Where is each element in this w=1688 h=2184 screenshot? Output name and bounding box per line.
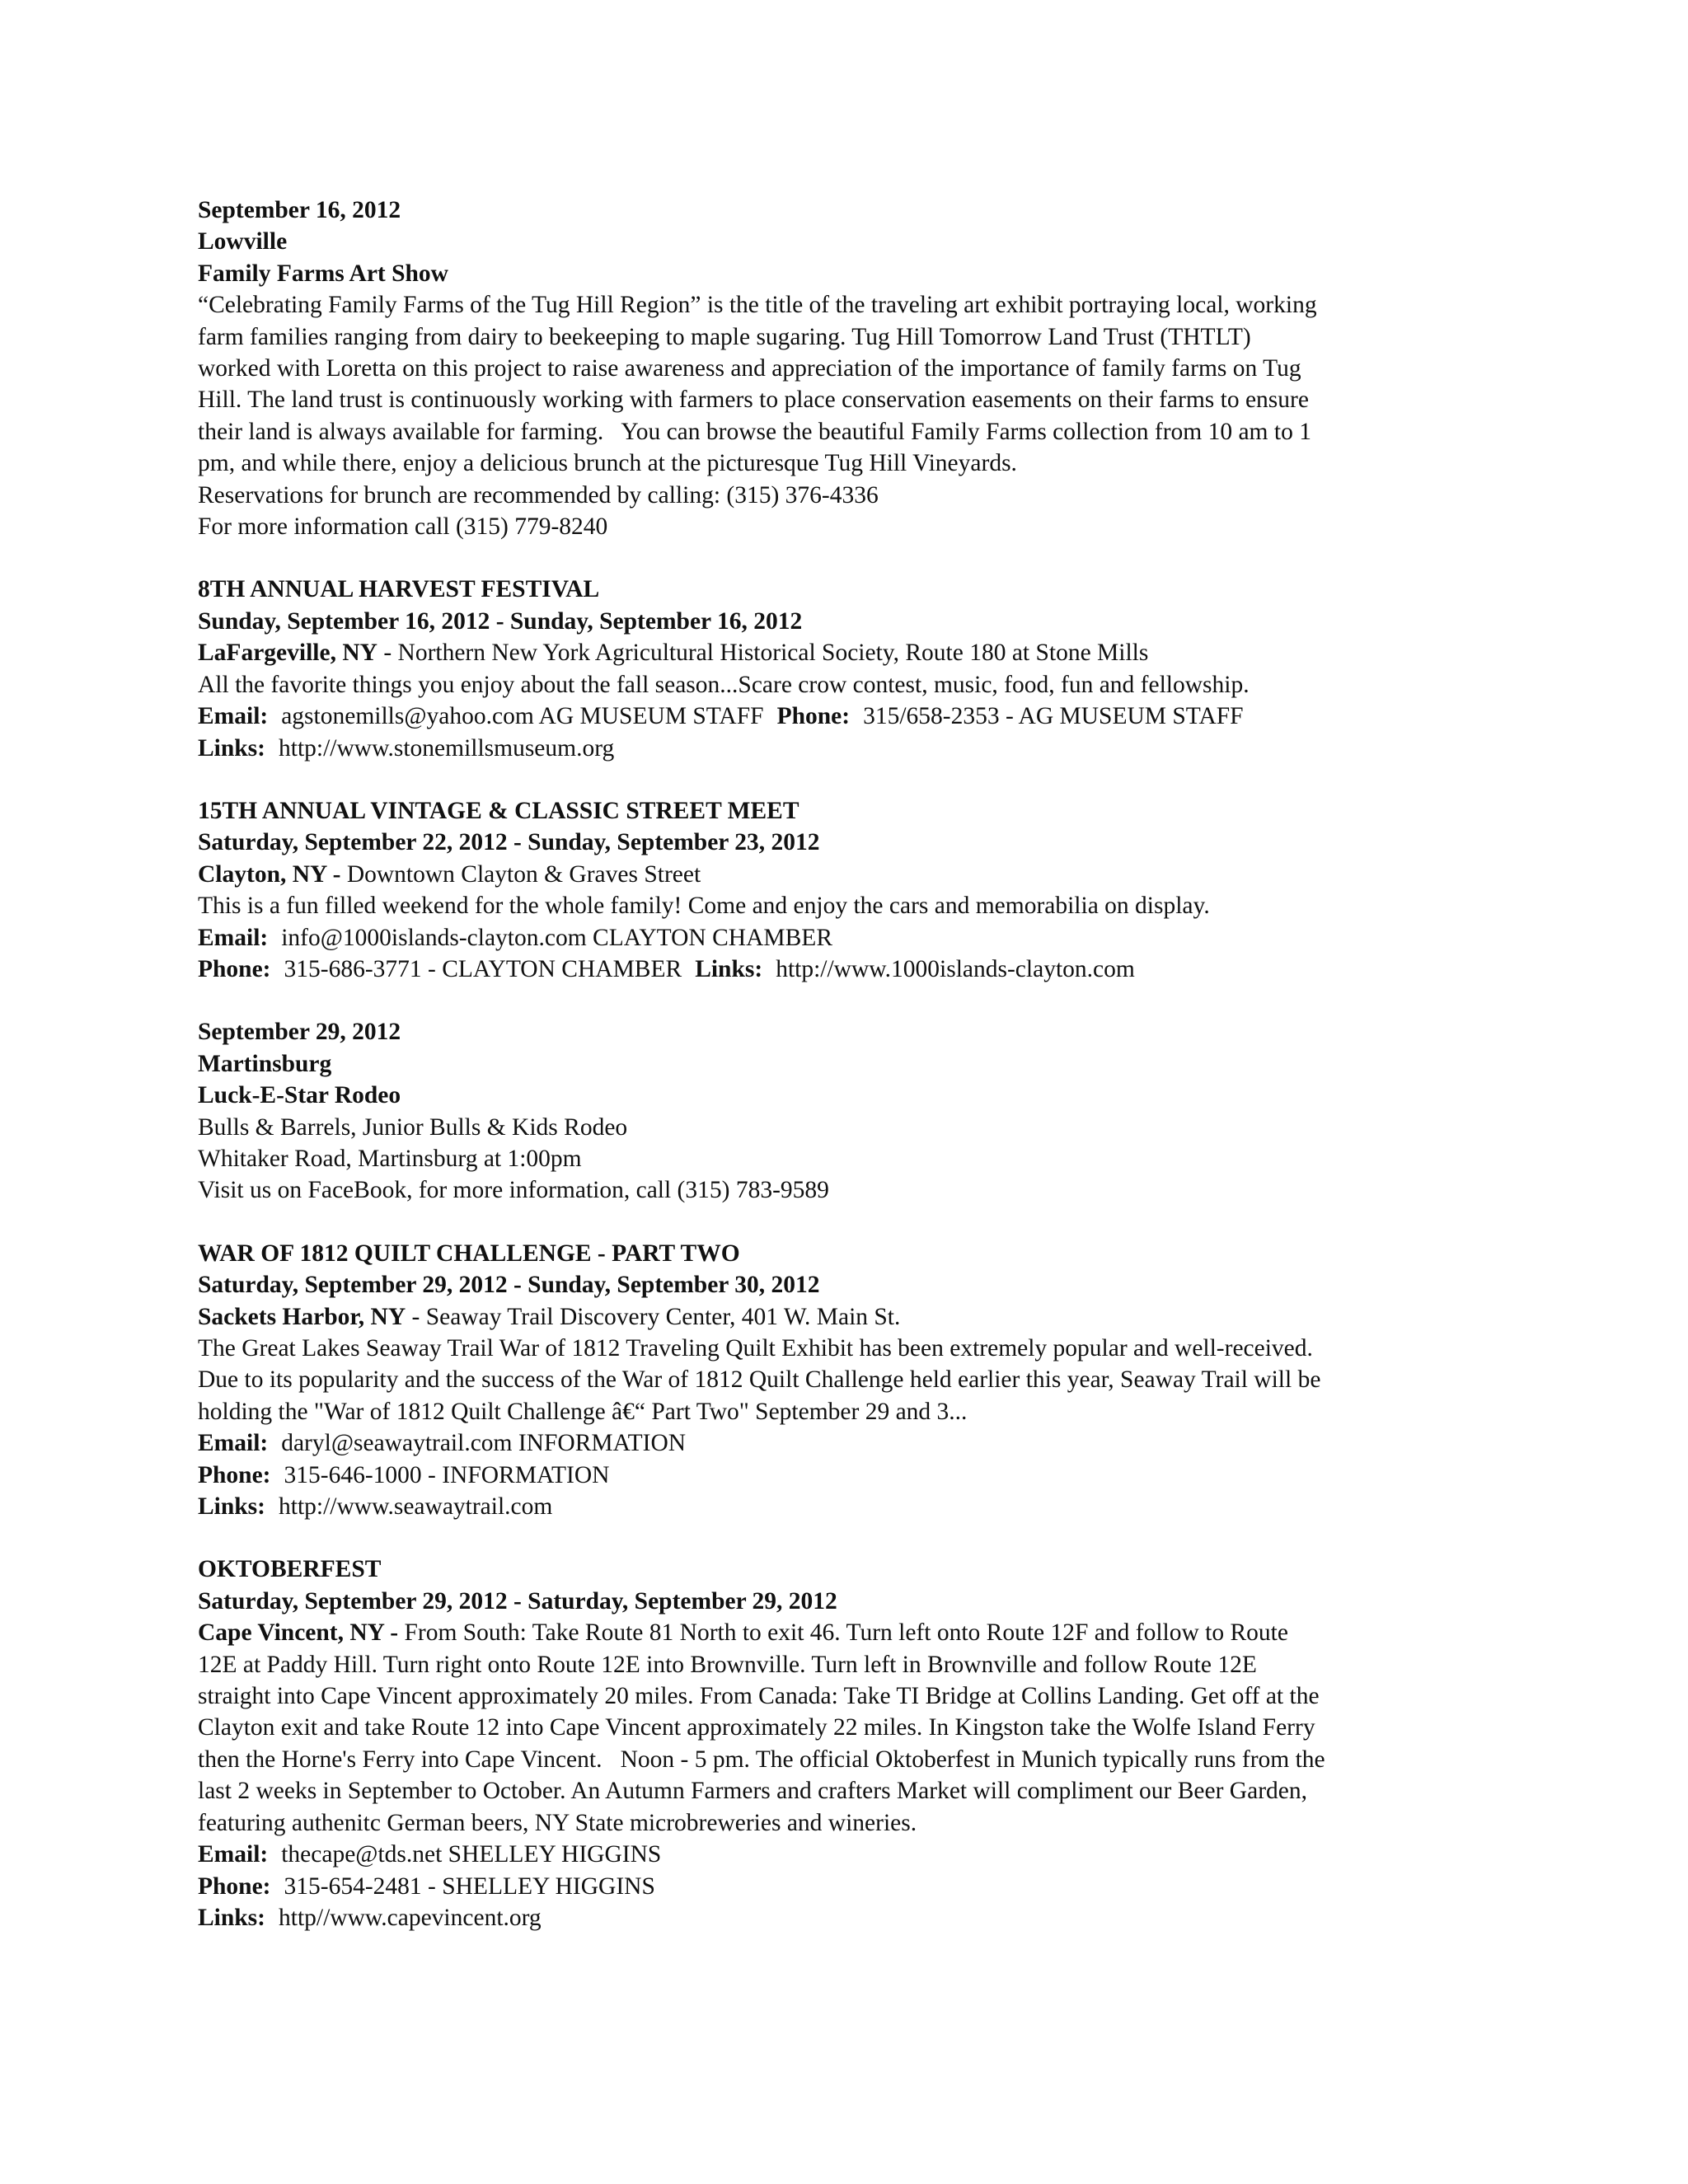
email-label: Email: [198, 924, 269, 951]
event-description-line: worked with Loretta on this project to raise awareness and appreciation of the importance of family farms on Tug [198, 355, 1301, 382]
event-description-line: 12E at Paddy Hill. Turn right onto Route 12E into Brownville. Turn left in Brownville and follow Route 12E [198, 1651, 1257, 1678]
event-location-city: Clayton, NY - [198, 860, 341, 888]
event-location-city: LaFargeville, NY [198, 640, 377, 667]
phone-label: Phone: [776, 703, 851, 730]
email-label: Email: [198, 703, 269, 730]
email-label: Email: [198, 1430, 269, 1457]
event-family-farms [198, 194, 1484, 542]
event-place: Martinsburg [198, 1050, 332, 1077]
links-value[interactable]: http://www.stonemillsmuseum.org [279, 734, 615, 762]
event-location [198, 859, 1484, 890]
event-date: September 16, 2012 [198, 197, 401, 223]
event-description-line: then the Horne's Ferry into Cape Vincent. Noon - 5 pm. The official Oktoberfest in Munich typically runs from the [198, 1746, 1325, 1773]
event-description-line: farm families ranging from dairy to beekeeping to maple sugaring. Tug Hill Tomorrow Land Trust (THTLT) [198, 323, 1251, 350]
event-street-meet [198, 795, 1484, 985]
event-contact-line [198, 954, 1484, 985]
event-harvest-festival [198, 574, 1484, 763]
event-links-line [198, 1491, 1484, 1522]
event-title: 8TH ANNUAL HARVEST FESTIVAL [198, 576, 600, 603]
event-dates: Saturday, September 29, 2012 - Saturday, September 29, 2012 [198, 1587, 837, 1615]
event-description-line: featuring authenitc German beers, NY State microbreweries and wineries. [198, 1809, 917, 1836]
email-value[interactable]: daryl@seawaytrail.com INFORMATION [281, 1430, 687, 1457]
event-description-line: Due to its popularity and the success of the War of 1812 Quilt Challenge held earlier this year, Seaway Trail will be [198, 1366, 1321, 1394]
event-description-line: their land is always available for farming. You can browse the beautiful Family Farms collection from 10 am to 1 [198, 418, 1311, 445]
event-quilt-challenge [198, 1238, 1484, 1523]
event-oktoberfest [198, 1554, 1484, 1933]
phone-label: Phone: [198, 955, 271, 982]
event-description-line: “Celebrating Family Farms of the Tug Hill Region” is the title of the traveling art exhibit portraying local, working [198, 292, 1317, 319]
links-value[interactable]: http//www.capevincent.org [279, 1904, 542, 1931]
event-contact-line [198, 701, 1484, 732]
email-value[interactable]: thecape@tds.net SHELLEY HIGGINS [281, 1841, 662, 1868]
event-dates: Sunday, September 16, 2012 - Sunday, September 16, 2012 [198, 607, 803, 635]
event-location-city: Cape Vincent, NY - [198, 1619, 399, 1647]
email-label: Email: [198, 1841, 269, 1868]
links-label: Links: [198, 734, 265, 762]
email-value[interactable]: agstonemills@yahoo.com AG MUSEUM STAFF [281, 703, 764, 730]
event-date: September 29, 2012 [198, 1019, 401, 1046]
links-label: Links: [198, 1493, 265, 1521]
event-description-line: Visit us on FaceBook, for more information, call (315) 783-9589 [198, 1177, 829, 1204]
event-description-line: straight into Cape Vincent approximately 20 miles. From Canada: Take TI Bridge at Collins Landing. Get off at the [198, 1683, 1320, 1710]
event-email-line [198, 1839, 1484, 1870]
event-description-line: From South: Take Route 81 North to exit 46. Turn left onto Route 12F and follow to Route [398, 1619, 1288, 1647]
event-title: Luck-E-Star Rodeo [198, 1082, 401, 1109]
event-title: 15TH ANNUAL VINTAGE & CLASSIC STREET MEET [198, 797, 799, 824]
event-location [198, 1301, 1484, 1333]
event-rodeo [198, 1016, 1484, 1206]
event-dates: Saturday, September 22, 2012 - Sunday, September 23, 2012 [198, 829, 820, 856]
event-links-line [198, 733, 1484, 764]
event-description: All the favorite things you enjoy about the fall season...Scare crow contest, music, food, fun and fellowship. [198, 671, 1250, 698]
phone-label: Phone: [198, 1872, 271, 1900]
event-description-line: Whitaker Road, Martinsburg at 1:00pm [198, 1145, 582, 1172]
event-phone-line [198, 1460, 1484, 1491]
event-dates: Saturday, September 29, 2012 - Sunday, September 30, 2012 [198, 1272, 820, 1299]
event-location [198, 637, 1484, 668]
phone-label: Phone: [198, 1461, 271, 1488]
event-place: Lowville [198, 228, 288, 255]
event-location-detail: - Northern New York Agricultural Historical Society, Route 180 at Stone Mills [377, 640, 1149, 667]
event-description-line: The Great Lakes Seaway Trail War of 1812 Traveling Quilt Exhibit has been extremely popular and well-received. [198, 1335, 1313, 1361]
phone-value: 315-686-3771 - CLAYTON CHAMBER [284, 955, 682, 982]
email-value[interactable]: info@1000islands-clayton.com CLAYTON CHAMBER [281, 924, 832, 951]
event-title: OKTOBERFEST [198, 1556, 382, 1583]
event-location [198, 1617, 1484, 1648]
event-description-line: pm, and while there, enjoy a delicious brunch at the picturesque Tug Hill Vineyards. [198, 450, 1017, 477]
event-links-line [198, 1902, 1484, 1933]
event-description: This is a fun filled weekend for the whole family! Come and enjoy the cars and memorabilia on display. [198, 893, 1210, 920]
event-email-line [198, 1427, 1484, 1459]
event-location-city: Sackets Harbor, NY [198, 1303, 406, 1330]
event-reservation-line: Reservations for brunch are recommended by calling: (315) 376-4336 [198, 481, 879, 509]
event-location-detail: Downtown Clayton & Graves Street [340, 860, 701, 888]
links-label: Links: [198, 1904, 265, 1931]
document-page [198, 194, 1484, 1933]
event-info-line: For more information call (315) 779-8240 [198, 513, 608, 541]
phone-value: 315/658-2353 - AG MUSEUM STAFF [863, 703, 1244, 730]
event-phone-line [198, 1871, 1484, 1902]
event-title: Family Farms Art Show [198, 260, 448, 287]
event-description-line: last 2 weeks in September to October. An Autumn Farmers and crafters Market will compliment our Beer Garden, [198, 1778, 1307, 1805]
event-email-line [198, 922, 1484, 954]
event-description-line: Bulls & Barrels, Junior Bulls & Kids Rodeo [198, 1113, 628, 1141]
event-description-line: Hill. The land trust is continuously working with farmers to place conservation easements on their farms to ensure [198, 387, 1309, 414]
links-label: Links: [695, 955, 763, 982]
phone-value: 315-646-1000 - INFORMATION [284, 1461, 610, 1488]
links-value[interactable]: http://www.seawaytrail.com [279, 1493, 553, 1521]
links-value[interactable]: http://www.1000islands-clayton.com [776, 955, 1135, 982]
event-title: WAR OF 1812 QUILT CHALLENGE - PART TWO [198, 1240, 740, 1267]
event-location-detail: - Seaway Trail Discovery Center, 401 W. Main St. [406, 1303, 901, 1330]
event-description-line: holding the "War of 1812 Quilt Challenge â€“ Part Two" September 29 and 3... [198, 1398, 968, 1425]
event-description-line: Clayton exit and take Route 12 into Cape Vincent approximately 22 miles. In Kingston take the Wolfe Island Ferry [198, 1714, 1315, 1741]
phone-value: 315-654-2481 - SHELLEY HIGGINS [284, 1872, 655, 1900]
